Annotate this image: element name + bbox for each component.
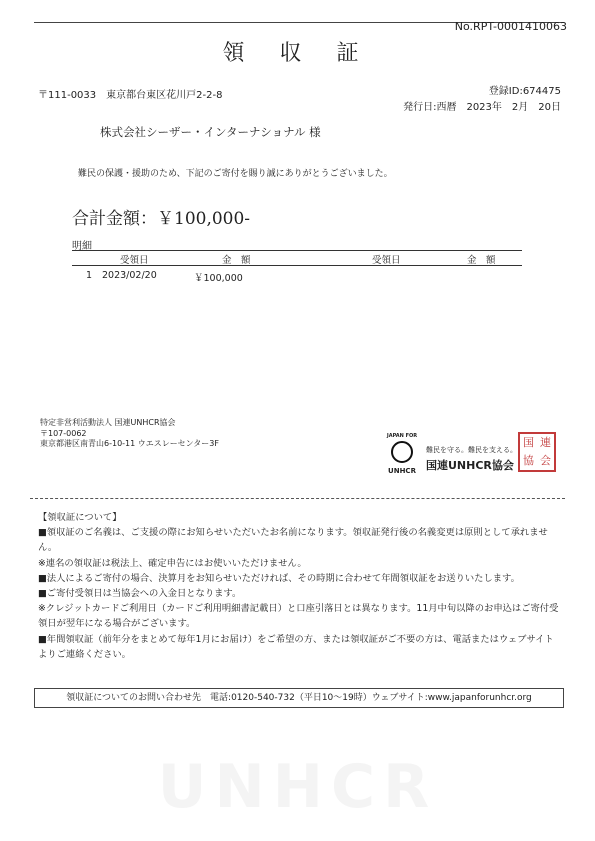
slogan: 難民を守る。難民を支える。: [426, 446, 517, 454]
contact-info: 領収証についてのお問い合わせ先 電話:0120-540-732（平日10～19時）ウェブサイト:www.japanforunhcr.org: [34, 688, 564, 708]
issuer-info: [40, 418, 219, 450]
details-label: 明細: [72, 241, 92, 252]
row-date: 2023/02/20: [102, 270, 157, 281]
note-item: ※クレジットカードご利用日（カードご利用明細書記載日）と口座引落日とは異なります。11月中旬以降のお申込はご寄付受領日が翌年になる場合がございます。: [38, 603, 559, 630]
watermark: UNHCR: [157, 752, 438, 822]
issuer-name: 特定非営利活動法人 国連UNHCR協会: [40, 418, 176, 427]
row-number: 1: [86, 270, 93, 281]
issue-date: 発行日:西暦 2023年 2月 20日: [403, 102, 561, 113]
seal-char: 国: [523, 436, 534, 449]
column-header-date-1: 受領日: [120, 255, 149, 266]
seal-char: 会: [540, 454, 551, 467]
details-table-header: [72, 250, 522, 266]
unhcr-logo: [382, 433, 422, 481]
logo-top-text: JAPAN FOR: [386, 433, 418, 439]
issuer-zip: 〒107-0062: [40, 428, 87, 438]
note-item: ■法人によるご寄付の場合、決算月をお知らせいただければ、その時期に合わせて年間領収証をお送りいたします。: [38, 572, 520, 584]
total-amount: 合計金額：￥100,000-: [72, 209, 251, 229]
document-number: No.RPT-0001410063: [454, 20, 567, 33]
receipt-notes: [38, 510, 562, 662]
note-item: ■ご寄付受領日は当協会への入金日となります。: [38, 588, 242, 600]
cut-line: [30, 498, 565, 499]
registration-id: 登録ID:674475: [488, 86, 561, 97]
receipt-title: 領 収 証: [222, 41, 373, 66]
column-header-amount-2: 金 額: [467, 255, 496, 266]
thanks-message: 難民の保護・援助のため、下記のご寄付を賜り誠にありがとうございました。: [78, 169, 393, 179]
column-header-amount-1: 金 額: [222, 255, 251, 266]
logo-bottom-text: UNHCR: [388, 467, 416, 475]
issuer-address: 東京都港区南青山6-10-11 ウエスレーセンター3F: [40, 439, 219, 448]
note-item: ※連名の領収証は税法上、確定申告にはお使いいただけません。: [38, 557, 307, 569]
note-item: ■領収証のご名義は、ご支援の際にお知らせいただいたお名前になります。領収証発行後の名義変更は原則として承れません。: [38, 527, 548, 554]
recipient-address: 〒111-0033 東京都台東区花川戸2-2-8: [38, 90, 223, 101]
unhcr-emblem-icon: [391, 441, 413, 463]
official-seal: [518, 432, 556, 472]
column-header-date-2: 受領日: [372, 255, 401, 266]
seal-char: 協: [523, 454, 534, 467]
note-item: ■年間領収証（前年分をまとめて毎年1月にお届け）をご希望の方、または領収証がご不要の方は、電話またはウェブサイトよりご連絡ください。: [38, 633, 554, 660]
notes-heading: 【領収証について】: [38, 512, 122, 523]
row-amount: ￥100,000: [194, 273, 243, 284]
recipient-name: 株式会社シーザー・インターナショナル 様: [100, 125, 321, 139]
association-name: 国連UNHCR協会: [426, 459, 514, 472]
seal-char: 連: [540, 436, 551, 449]
